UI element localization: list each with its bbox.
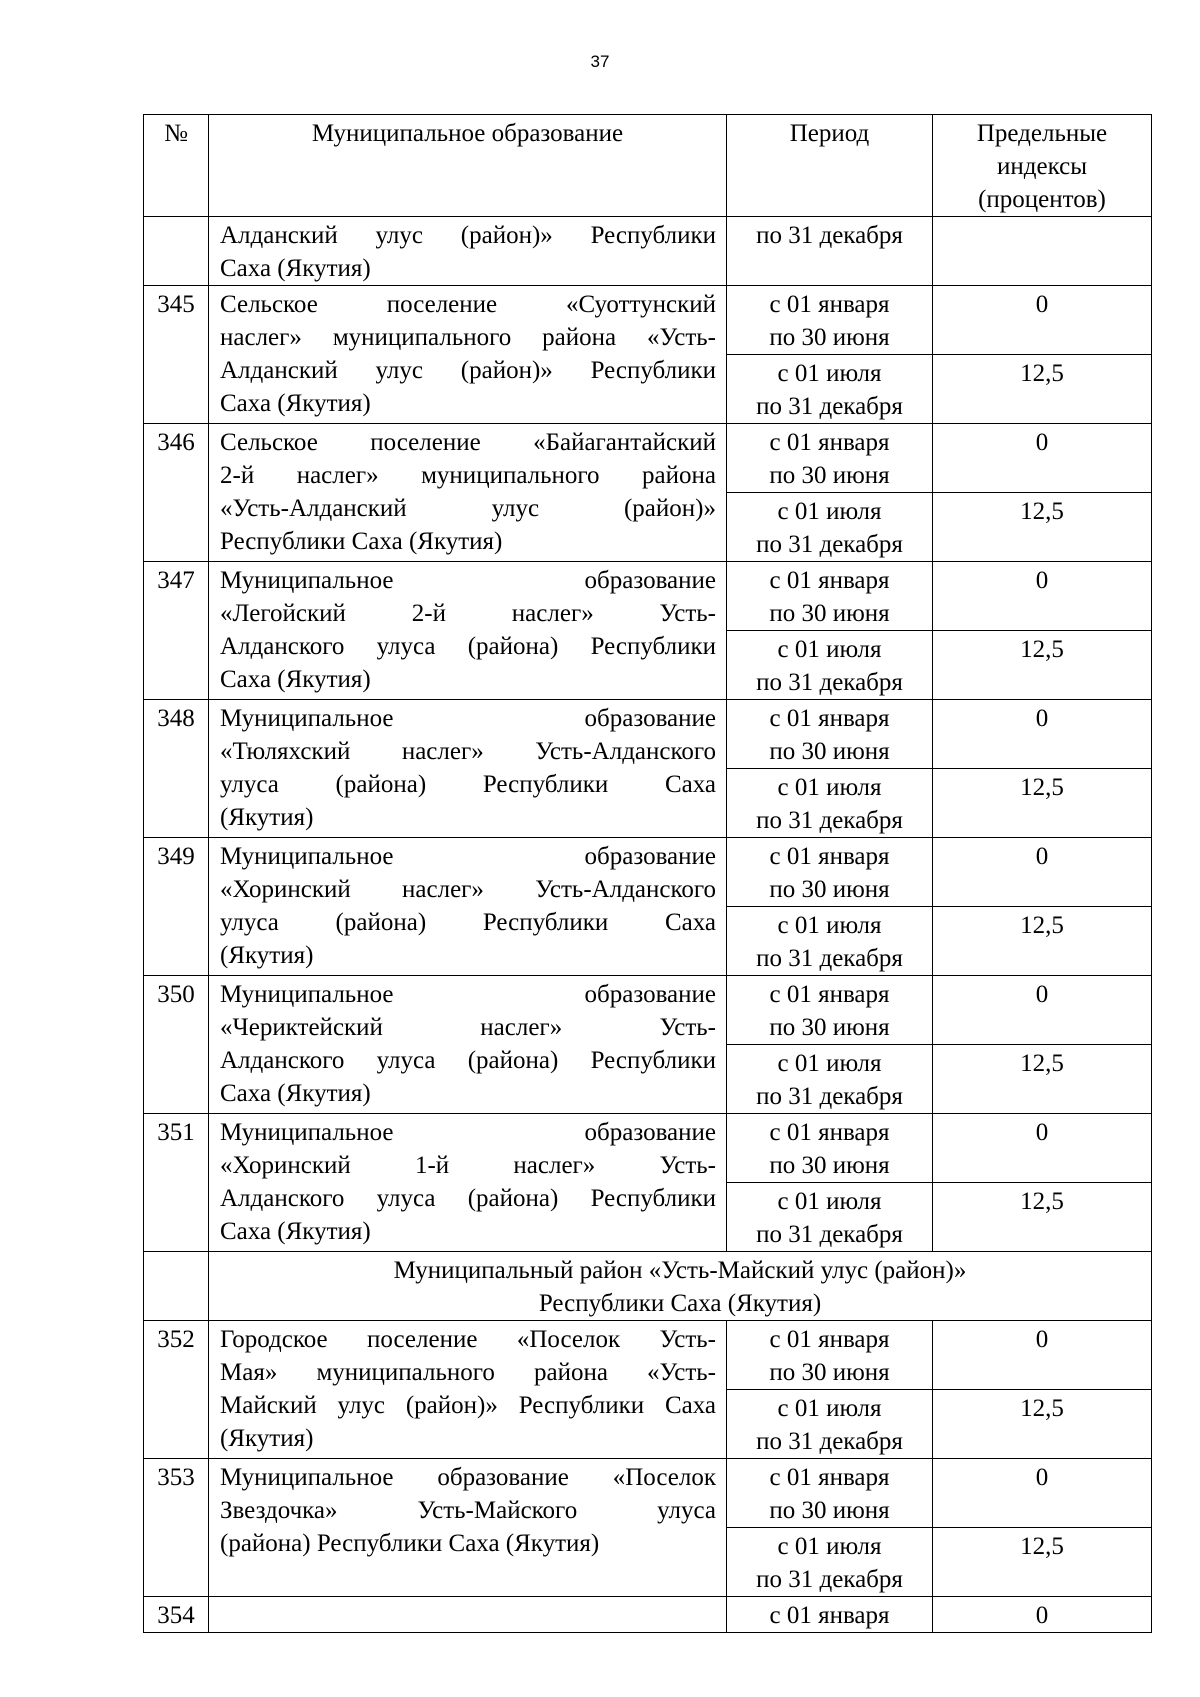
row-index xyxy=(933,217,1152,286)
header-index xyxy=(933,115,1152,217)
table-row xyxy=(144,976,1152,1045)
row-period-second: с 01 июля по 31 декабря xyxy=(727,1390,933,1459)
row-index-second: 12,5 xyxy=(933,769,1152,838)
row-num xyxy=(144,1252,209,1321)
row-period-second: с 01 июля по 31 декабря xyxy=(727,631,933,700)
row-index-second: 12,5 xyxy=(933,1045,1152,1114)
table-row xyxy=(144,286,1152,355)
row-index-first: 0 xyxy=(933,838,1152,907)
row-index-first: 0 xyxy=(933,1597,1152,1633)
row-index-first: 0 xyxy=(933,1459,1152,1528)
row-num: 351 xyxy=(144,1114,209,1252)
header-num: № xyxy=(144,115,209,217)
row-period-second: с 01 июля по 31 декабря xyxy=(727,1045,933,1114)
row-name: Муниципальное образование «Чериктейский наслег» Усть- Алданского улуса (района) Республики Саха (Якутия) xyxy=(209,976,727,1114)
row-index-first: 0 xyxy=(933,1114,1152,1183)
row-num: 354 xyxy=(144,1597,209,1633)
row-period-second: с 01 июля по 31 декабря xyxy=(727,1183,933,1252)
row-period-first: с 01 января по 30 июня xyxy=(727,424,933,493)
page-number: 37 xyxy=(590,52,610,71)
row-num: 347 xyxy=(144,562,209,700)
row-period-first: с 01 января по 30 июня xyxy=(727,1321,933,1390)
row-index-second: 12,5 xyxy=(933,1528,1152,1597)
row-index-first: 0 xyxy=(933,424,1152,493)
row-name: Муниципальное образование «Поселок Звездочка» Усть-Майского улуса (района) Республики Саха (Якутия) xyxy=(209,1459,727,1597)
row-index-second: 12,5 xyxy=(933,1183,1152,1252)
row-num: 345 xyxy=(144,286,209,424)
row-name: Муниципальное образование «Хоринский наслег» Усть-Алданского улуса (района) Республики Саха (Якутия) xyxy=(209,838,727,976)
row-period-first: с 01 января по 30 июня xyxy=(727,976,933,1045)
header-index-line2: индексы xyxy=(997,153,1087,180)
table-row xyxy=(144,1114,1152,1183)
table-row xyxy=(144,1321,1152,1390)
table-row xyxy=(144,424,1152,493)
row-index-second: 12,5 xyxy=(933,631,1152,700)
row-num: 350 xyxy=(144,976,209,1114)
header-index-line3: (процентов) xyxy=(978,186,1106,213)
row-index-first: 0 xyxy=(933,562,1152,631)
row-num: 352 xyxy=(144,1321,209,1459)
row-index-first: 0 xyxy=(933,286,1152,355)
row-period: по 31 декабря xyxy=(727,217,933,286)
header-period: Период xyxy=(727,115,933,217)
row-num: 353 xyxy=(144,1459,209,1597)
row-period-second: с 01 июля по 31 декабря xyxy=(727,493,933,562)
row-num: 349 xyxy=(144,838,209,976)
row-period-first: с 01 января по 30 июня xyxy=(727,700,933,769)
row-name xyxy=(209,1597,727,1633)
table-row xyxy=(144,217,1152,286)
row-num xyxy=(144,217,209,286)
row-period-second: с 01 июля по 31 декабря xyxy=(727,907,933,976)
row-name: Муниципальное образование «Легойский 2-й наслег» Усть- Алданского улуса (района) Республики Саха (Якутия) xyxy=(209,562,727,700)
row-period-first: с 01 января по 30 июня xyxy=(727,1459,933,1528)
row-index-first: 0 xyxy=(933,976,1152,1045)
row-name: Сельское поселение «Байагантайский 2-й наслег» муниципального района «Усть-Алданский улус (район)» Республики Саха (Якутия) xyxy=(209,424,727,562)
row-period-first: с 01 января по 30 июня xyxy=(727,286,933,355)
table-row xyxy=(144,700,1152,769)
row-name: Алданский улус (район)» Республики Саха (Якутия) xyxy=(209,217,727,286)
table-row xyxy=(144,562,1152,631)
row-name: Муниципальное образование «Хоринский 1-й наслег» Усть- Алданского улуса (района) Республики Саха (Якутия) xyxy=(209,1114,727,1252)
row-period-first: с 01 января по 30 июня xyxy=(727,1114,933,1183)
row-period-first: с 01 января по 30 июня xyxy=(727,562,933,631)
row-index-second: 12,5 xyxy=(933,355,1152,424)
row-index-second: 12,5 xyxy=(933,493,1152,562)
row-num: 348 xyxy=(144,700,209,838)
table-header-row xyxy=(144,115,1152,217)
row-index-first: 0 xyxy=(933,700,1152,769)
row-index-first: 0 xyxy=(933,1321,1152,1390)
row-name: Муниципальное образование «Тюляхский наслег» Усть-Алданского улуса (района) Республики Саха (Якутия) xyxy=(209,700,727,838)
row-num: 346 xyxy=(144,424,209,562)
table-row xyxy=(144,1459,1152,1528)
row-period-second: с 01 июля по 31 декабря xyxy=(727,355,933,424)
row-period-first: с 01 января по 30 июня xyxy=(727,838,933,907)
row-period-first: с 01 января xyxy=(727,1597,933,1633)
indices-table xyxy=(143,114,1152,1633)
row-index-second: 12,5 xyxy=(933,907,1152,976)
table-row xyxy=(144,838,1152,907)
district-heading-row xyxy=(144,1252,1152,1321)
row-name: Сельское поселение «Суоттунский наслег» муниципального района «Усть- Алданский улус (район)» Республики Саха (Якутия) xyxy=(209,286,727,424)
district-heading: Муниципальный район «Усть-Майский улус (район)» Республики Саха (Якутия) xyxy=(209,1252,1152,1321)
row-period-second: с 01 июля по 31 декабря xyxy=(727,769,933,838)
row-period-second: с 01 июля по 31 декабря xyxy=(727,1528,933,1597)
table-row xyxy=(144,1597,1152,1633)
row-name: Городское поселение «Поселок Усть- Мая» муниципального района «Усть- Майский улус (район)» Республики Саха (Якутия) xyxy=(209,1321,727,1459)
header-index-line1: Предельные xyxy=(976,120,1108,147)
header-name: Муниципальное образование xyxy=(209,115,727,217)
row-index-second: 12,5 xyxy=(933,1390,1152,1459)
